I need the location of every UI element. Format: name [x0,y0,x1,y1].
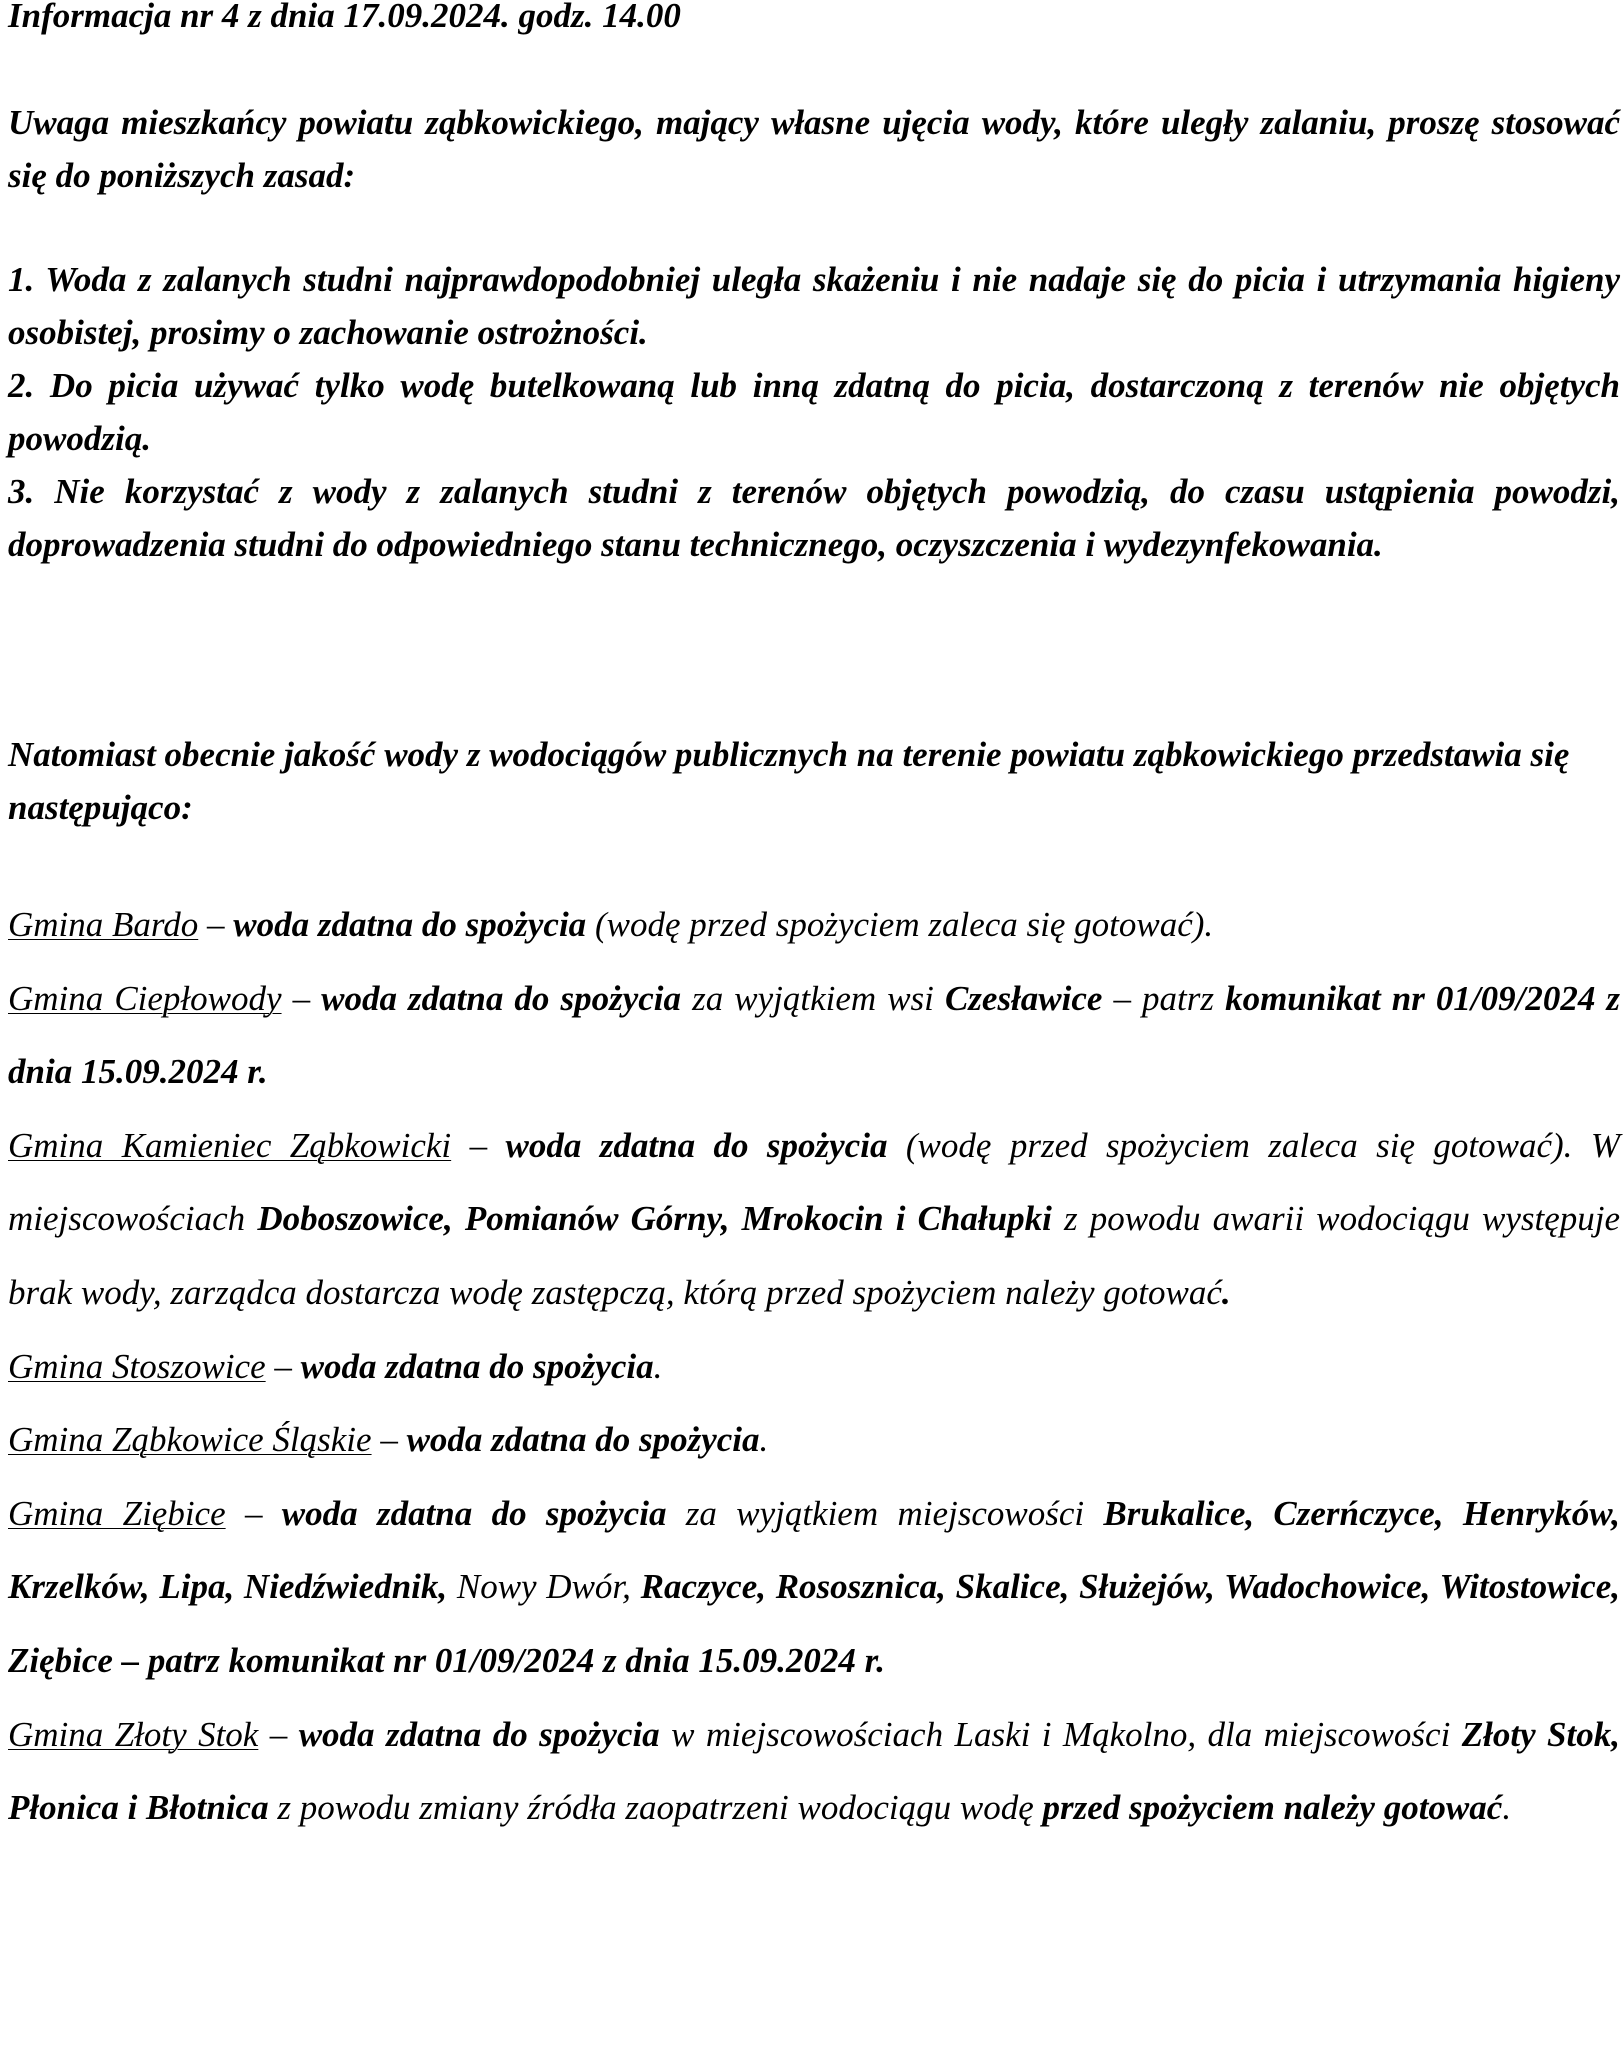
water-quality-heading [8,728,1620,834]
water-status: woda zdatna do spożycia [321,978,682,1018]
rule-item: 2. Do picia używać tylko wodę butelkowaną lub inną zdatną do picia, dostarczoną z terenów nie objętych powodzią. [8,366,1620,458]
rule-item: 1. Woda z zalanych studni najprawdopodobniej uległa skażeniu i nie nadaje się do picia i utrzymania higieny osobistej, prosimy o zachowanie ostrożności. [8,260,1620,352]
document-title: Informacja nr 4 z dnia 17.09.2024. godz. 14.00 [8,0,681,35]
village-names: Raczyce, Rososznica, Skalice, Służejów, Wadochowice, Witostowice, Ziębice – patrz komunikat nr 01/09/2024 z dnia 15.09.2024 r. [8,1567,1620,1680]
village-names: Złoty Stok, Płonica i Błotnica [8,1714,1620,1828]
municipality-bardo: Gmina Bardo – woda zdatna do spożycia (wodę przed spożyciem zaleca się gotować). [8,905,1214,944]
municipality-name: Gmina Ciepłowody [8,978,282,1018]
water-status: woda zdatna do spożycia [300,1346,654,1386]
water-status: woda zdatna do spożycia [233,905,587,944]
municipality-list [8,888,1620,1845]
water-status: woda zdatna do spożycia [505,1125,888,1165]
village-names: Brukalice, Czerńczyce, Henryków, Krzelków, Lipa, Niedźwiednik, [8,1493,1621,1607]
village-name: Czesławice [944,978,1103,1018]
water-status: woda zdatna do spożycia [298,1714,660,1754]
rule-item: 3. Nie korzystać z wody z zalanych studni z terenów objętych powodzią, do czasu ustąpienia powodzi, doprowadzenia studni do odpowiedniego stanu technicznego, oczyszczenia i wydezynfekowania. [8,472,1620,564]
municipality-name: Gmina Złoty Stok [8,1714,259,1754]
municipality-zloty-stok: Gmina Złoty Stok – woda zdatna do spożycia w miejscowościach Laski i Mąkolno, dla miejscowości Złoty Stok, Płonica i Błotnica z powodu zmiany źródła zaopatrzeni wodociągu wodę przed spożyciem należy gotować. [8,1714,1620,1828]
municipality-zabkowice: Gmina Ząbkowice Śląskie – woda zdatna do spożycia. [8,1420,769,1460]
water-status: woda zdatna do spożycia [281,1493,667,1533]
water-quality-heading-text: Natomiast obecnie jakość wody z wodociągów publicznych na terenie powiatu ząbkowickiego przedstawia się następująco: [8,735,1570,827]
municipality-cieplowody: Gmina Ciepłowody – woda zdatna do spożycia za wyjątkiem wsi Czesławice – patrz komunikat nr 01/09/2024 z dnia 15.09.2024 r. [8,978,1620,1092]
municipality-name: Gmina Ziębice [8,1493,226,1533]
municipality-kamieniec: Gmina Kamieniec Ząbkowicki – woda zdatna do spożycia (wodę przed spożyciem zaleca się gotować). W miejscowościach Doboszowice, Pomianów Górny, Mrokocin i Chałupki z powodu awarii wodociągu występuje brak wody, zarządca dostarcza wodę zastępczą, którą przed spożyciem należy gotować. [8,1125,1620,1312]
announcement-ref: komunikat nr 01/09/2024 z dnia 15.09.2024 r. [8,978,1620,1092]
rules-list [8,253,1620,571]
municipality-stoszowice: Gmina Stoszowice – woda zdatna do spożycia. [8,1346,663,1386]
municipality-name: Gmina Stoszowice [8,1346,266,1386]
municipality-name: Gmina Kamieniec Ząbkowicki [8,1125,452,1165]
municipality-ziebice: Gmina Ziębice – woda zdatna do spożycia za wyjątkiem miejscowości Brukalice, Czerńczyce, Henryków, Krzelków, Lipa, Niedźwiednik, Nowy Dwór, Raczyce, Rososznica, Skalice, Służejów, Wadochowice, Witostowice, Ziębice – patrz komunikat nr 01/09/2024 z dnia 15.09.2024 r. [8,1493,1621,1680]
village-names: Doboszowice, Pomianów Górny, Mrokocin i Chałupki [257,1199,1052,1239]
municipality-name: Gmina Ząbkowice Śląskie [8,1420,372,1460]
water-status: woda zdatna do spożycia [406,1420,760,1460]
intro-paragraph: Uwaga mieszkańcy powiatu ząbkowickiego, mający własne ujęcia wody, które uległy zalaniu, proszę stosować się do poniższych zasad: [8,103,1620,195]
municipality-name: Gmina Bardo [8,905,199,944]
